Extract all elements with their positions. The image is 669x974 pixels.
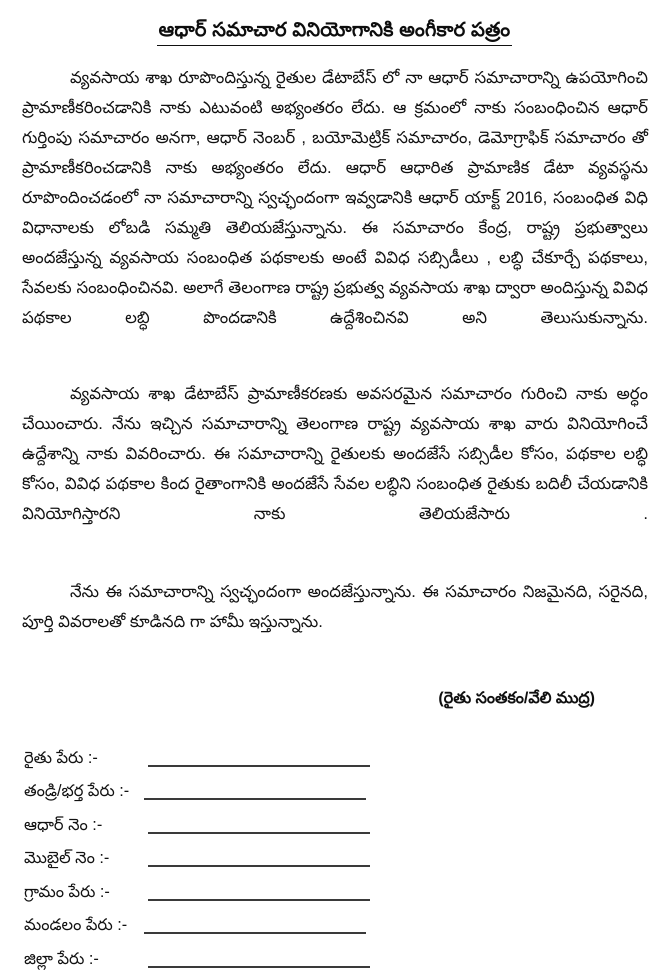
- field-input-father-husband-name[interactable]: [144, 798, 366, 800]
- field-row-mandal-name: [24, 907, 669, 941]
- field-input-mandal-name[interactable]: [144, 932, 366, 934]
- field-label-village-name: గ్రామం పేరు :-: [24, 882, 110, 901]
- signature-caption-row: [0, 689, 669, 711]
- title-container: [0, 0, 669, 46]
- field-label-farmer-name: రైతు పేరు :-: [24, 748, 98, 767]
- field-label-father-husband-name: తండ్రి/భర్త పేరు :-: [24, 782, 130, 801]
- field-input-farmer-name[interactable]: [148, 765, 370, 767]
- field-label-mobile-number: మొబైల్ నెం :-: [24, 849, 110, 868]
- field-row-village-name: [24, 873, 669, 907]
- page-title: ఆధార్ సమాచార వినియోగానికి అంగీకార పత్రం: [157, 18, 513, 46]
- paragraph-consent-declaration: వ్యవసాయ శాఖ రూపొందిస్తున్న రైతుల డేటాబేస్ లో నా ఆధార్ సమాచారాన్ని ఉపయోగించి ప్రామాణీకరించడానికి నాకు ఎటువంటి అభ్యంతరం లేదు. ఆ క్రమంలో నాకు సంబంధించిన ఆధార్ గుర్తింపు సమాచారం అనగా, ఆధార్ నెంబర్ , బయోమెట్రిక్ సమాచారం, డెమోగ్రాఫిక్ సమాచారం తో ప్రామాణీకరించడానికి నాకు అభ్యంతరం లేదు. ఆధార్ ఆధారిత ప్రామాణిక డేటా వ్యవస్థను రూపొందించడంలో నా సమాచారాన్ని స్వచ్ఛందంగా ఇవ్వడానికి ఆధార్ యాక్ట్ 2016, సంబంధిత విధి విధానాలకు లోబడి సమ్మతి తెలియజేస్తున్నాను. ఈ సమాచారం కేంద్ర, రాష్ట్ర ప్రభుత్వాలు అందజేస్తున్న వ్యవసాయ సంబంధిత పథకాలకు అంటే వివిధ సబ్సిడీలు , లబ్ధి చేకూర్చే పథకాలు, సేవలకు సంబంధించినవి. అలాగే తెలంగాణ రాష్ట్ర ప్రభుత్వ వ్యవసాయ శాఖ ద్వారా అందిస్తున్న వివిధ పథకాల లబ్ధి పొందడానికి ఉద్దేశించినవి అని తెలుసుకున్నాను.: [22, 68, 648, 328]
- field-input-village-name[interactable]: [148, 899, 370, 901]
- form-fields-list: [0, 739, 669, 974]
- field-input-district-name[interactable]: [148, 966, 370, 968]
- paragraph-voluntary-assurance: నేను ఈ సమాచారాన్ని స్వచ్ఛందంగా అందజేస్తున్నాను. ఈ సమాచారం నిజమైనది, సరైనది, పూర్తి వివరాలతో కూడినది గా హామీ ఇస్తున్నాను.: [22, 582, 648, 632]
- signature-caption: (రైతు సంతకం/వేలి ముద్ర): [438, 690, 595, 708]
- field-row-father-husband-name: [24, 773, 669, 807]
- field-row-aadhaar-number: [24, 806, 669, 840]
- field-row-district-name: [24, 940, 669, 974]
- field-label-aadhaar-number: ఆధార్ నెం :-: [24, 815, 103, 834]
- field-input-aadhaar-number[interactable]: [148, 832, 370, 834]
- field-label-district-name: జిల్లా పేరు :-: [24, 949, 99, 968]
- field-row-mobile-number: [24, 840, 669, 874]
- paragraph-information-explained: వ్యవసాయ శాఖ డేటాబేస్ ప్రామాణీకరణకు అవసరమైన సమాచారం గురించి నాకు అర్ధం చేయించారు. నేను ఇచ్చిన సమాచారాన్ని తెలంగాణ రాష్ట్ర వ్యవసాయ శాఖ వారు వినియోగించే ఉద్దేశాన్ని నాకు వివరించారు. ఈ సమాచారాన్ని రైతులకు అందజేసే సబ్సిడీల కోసం, పథకాల లబ్ధి కోసం, వివిధ పథకాల కింద రైతాంగానికి అందజేసే సేవల లబ్ధిని సంబంధిత రైతుకు బదిలీ చేయడానికి వినియోగిస్తారని నాకు తెలియజేసారు .: [22, 384, 648, 524]
- body-text-block: [22, 63, 648, 637]
- field-label-mandal-name: మండలం పేరు :-: [24, 916, 128, 935]
- field-input-mobile-number[interactable]: [148, 865, 370, 867]
- field-row-farmer-name: [24, 739, 669, 773]
